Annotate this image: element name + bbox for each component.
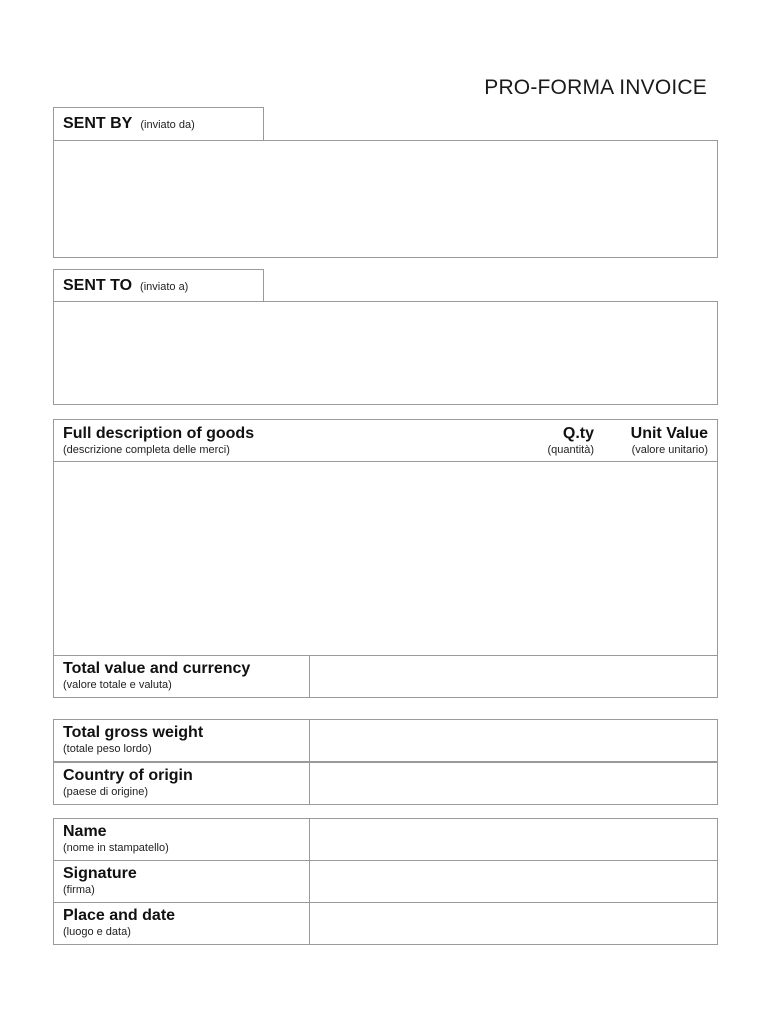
country-origin-sublabel: (paese di origine) xyxy=(63,786,148,798)
place-date-row xyxy=(53,902,718,945)
signature-field[interactable] xyxy=(311,861,717,902)
signature-label-cell xyxy=(54,861,310,902)
goods-table xyxy=(53,419,718,698)
name-row xyxy=(53,818,718,861)
total-value-label-cell xyxy=(54,656,310,698)
sent-to-field[interactable] xyxy=(53,301,718,405)
goods-qty-header xyxy=(524,424,594,456)
sent-by-header xyxy=(53,107,264,141)
goods-description-sublabel: (descrizione completa delle merci) xyxy=(63,444,230,456)
gross-weight-field[interactable] xyxy=(311,720,717,761)
goods-qty-label: Q.ty xyxy=(562,425,594,442)
sent-by-label: SENT BY xyxy=(63,115,133,132)
gross-weight-label: Total gross weight xyxy=(63,724,204,741)
place-date-field[interactable] xyxy=(311,903,717,944)
goods-qty-sublabel: (quantità) xyxy=(547,444,594,456)
gross-weight-row xyxy=(53,719,718,762)
total-value-field[interactable] xyxy=(311,656,717,698)
sent-by-sublabel: (inviato da) xyxy=(140,119,195,131)
country-origin-label-cell xyxy=(54,763,310,804)
signature-label: Signature xyxy=(63,865,137,882)
name-field[interactable] xyxy=(311,819,717,860)
country-origin-row xyxy=(53,762,718,805)
name-label-cell xyxy=(54,819,310,860)
sent-to-header xyxy=(53,269,264,303)
goods-description-label: Full description of goods xyxy=(63,425,255,442)
total-value-sublabel: (valore totale e valuta) xyxy=(63,679,172,691)
gross-weight-sublabel: (totale peso lordo) xyxy=(63,743,152,755)
place-date-label: Place and date xyxy=(63,907,176,924)
sent-by-field[interactable] xyxy=(53,140,718,258)
goods-description-field[interactable] xyxy=(54,462,717,655)
goods-unit-value-sublabel: (valore unitario) xyxy=(631,444,708,456)
signature-row xyxy=(53,860,718,903)
goods-unit-value-label: Unit Value xyxy=(630,425,708,442)
page-title: PRO-FORMA INVOICE xyxy=(484,76,707,99)
name-sublabel: (nome in stampatello) xyxy=(63,842,169,854)
country-origin-label: Country of origin xyxy=(63,767,193,784)
goods-unit-value-header xyxy=(606,424,708,456)
signature-sublabel: (firma) xyxy=(63,884,95,896)
sent-to-sublabel: (inviato a) xyxy=(140,281,189,293)
goods-description-header xyxy=(63,424,254,456)
place-date-sublabel: (luogo e data) xyxy=(63,926,131,938)
sent-to-label: SENT TO xyxy=(63,277,133,294)
gross-weight-label-cell xyxy=(54,720,310,761)
name-label: Name xyxy=(63,823,107,840)
place-date-label-cell xyxy=(54,903,310,944)
total-value-label: Total value and currency xyxy=(63,660,251,677)
country-origin-field[interactable] xyxy=(311,763,717,804)
